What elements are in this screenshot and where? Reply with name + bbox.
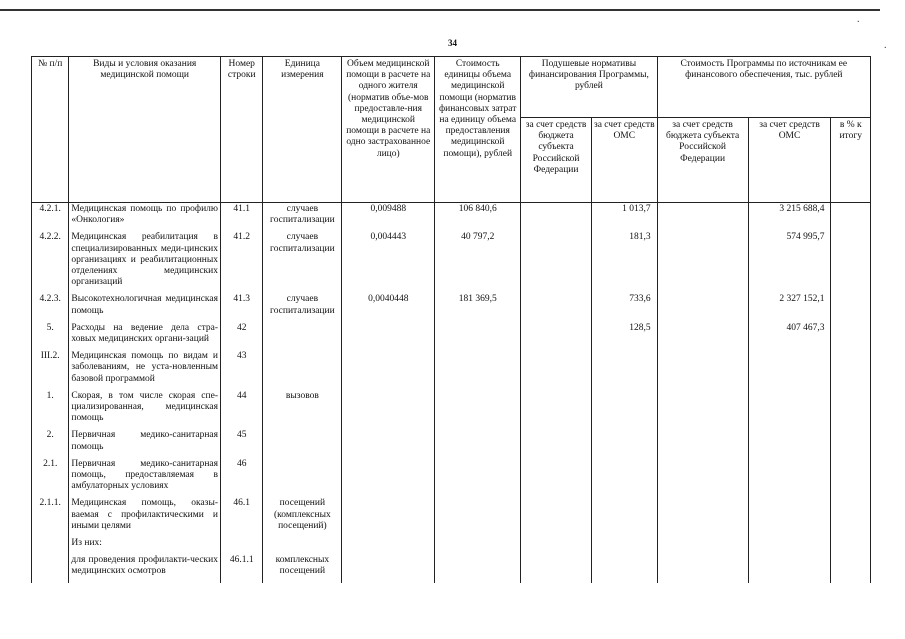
cell-cost [435,429,521,457]
cell-pc-oms [591,554,657,582]
col-header-unit: Единица измерения [263,57,342,203]
cell-pc-oms: 1 013,7 [591,203,657,232]
cell-cost: 40 797,2 [435,231,521,293]
cell-line: 45 [221,429,263,457]
cell-prog-pct [831,458,871,498]
cell-num [32,554,69,582]
cell-pc-budget [521,231,592,293]
table-header [32,57,871,203]
cell-cost [435,350,521,390]
cell-prog-oms: 574 995,7 [748,231,831,293]
cell-num: 2.1. [32,458,69,498]
table-row [32,458,871,498]
col-header-type: Виды и условия оказания медицинской помощи [69,57,221,203]
cell-num [32,537,69,554]
cell-cost [435,497,521,537]
page-number: 34 [448,38,457,48]
cell-name: Из них: [69,537,221,554]
cell-unit: посещений (комплексных посещений) [263,497,342,537]
cell-volume [342,537,435,554]
cell-cost [435,322,521,350]
cell-line: 41.1 [221,203,263,232]
cell-prog-budget [657,497,748,537]
cell-name: Первичная медико-санитарная помощь, предоставляемая в амбулаторных условиях [69,458,221,498]
cell-pc-budget [521,203,592,232]
cell-line: 46 [221,458,263,498]
cell-prog-budget [657,322,748,350]
table-row [32,350,871,390]
col-header-num: № п/п [32,57,69,203]
scan-mark: . [884,40,887,51]
cell-pc-oms [591,429,657,457]
table-row [32,322,871,350]
col-header-per-capita: Подушевые нормативы финансирования Программы, рублей [521,57,657,118]
cell-num: 4.2.3. [32,293,69,321]
cell-prog-pct [831,322,871,350]
cell-pc-budget [521,458,592,498]
table-row [32,497,871,537]
cell-prog-oms: 2 327 152,1 [748,293,831,321]
cell-line: 46.1.1 [221,554,263,582]
cell-cost: 181 369,5 [435,293,521,321]
table-body [32,203,871,583]
cell-unit: случаев госпитализации [263,231,342,293]
cell-name: Скорая, в том числе скорая спе-циализированная, медицинская помощь [69,390,221,430]
cell-line: 44 [221,390,263,430]
cell-prog-pct [831,429,871,457]
cell-pc-budget [521,497,592,537]
cell-pc-budget [521,293,592,321]
cell-unit [263,458,342,498]
cell-line: 41.2 [221,231,263,293]
cell-volume [342,322,435,350]
col-header-line: Номер строки [221,57,263,203]
col-header-volume: Объем медицинской помощи в расчете на одного жителя (норматив объе-мов предоставле-ния медицинской помощи в расчете на одно застрахованное лицо) [342,57,435,203]
cell-unit [263,350,342,390]
cell-name: Медицинская помощь по профилю «Онкология» [69,203,221,232]
table-row [32,554,871,582]
cell-prog-pct [831,231,871,293]
cell-unit [263,429,342,457]
table-row [32,293,871,321]
cell-num: 4.2.1. [32,203,69,232]
cell-prog-budget [657,203,748,232]
cell-volume [342,554,435,582]
col-header-prog-pct: в % к итогу [831,118,871,203]
cell-name: Первичная медико-санитарная помощь [69,429,221,457]
cell-prog-oms: 407 467,3 [748,322,831,350]
cell-prog-budget [657,458,748,498]
cell-pc-oms: 181,3 [591,231,657,293]
cell-prog-pct [831,293,871,321]
cell-cost: 106 840,6 [435,203,521,232]
cell-prog-oms [748,390,831,430]
cell-prog-oms [748,537,831,554]
cell-prog-budget [657,350,748,390]
cell-pc-oms [591,497,657,537]
cell-pc-oms [591,537,657,554]
cell-prog-budget [657,429,748,457]
table-row [32,231,871,293]
cell-prog-pct [831,497,871,537]
cell-prog-budget [657,390,748,430]
cell-unit [263,322,342,350]
cell-cost [435,537,521,554]
cell-prog-budget [657,293,748,321]
cell-pc-oms: 733,6 [591,293,657,321]
financing-table [31,56,871,583]
cell-prog-budget [657,231,748,293]
cell-name: Медицинская помощь по видам и заболеваниям, не уста-новленным базовой программой [69,350,221,390]
cell-prog-oms [748,554,831,582]
col-header-program-cost: Стоимость Программы по источникам ее финансового обеспечения, тыс. рублей [657,57,870,118]
cell-unit: комплексных посещений [263,554,342,582]
col-header-pc-budget: за счет средств бюджета субъекта Российской Федерации [521,118,592,203]
cell-prog-pct [831,203,871,232]
cell-num: III.2. [32,350,69,390]
cell-pc-oms: 128,5 [591,322,657,350]
cell-line: 46.1 [221,497,263,537]
cell-volume: 0,0040448 [342,293,435,321]
col-header-prog-budget: за счет средств бюджета субъекта Российской Федерации [657,118,748,203]
cell-prog-oms [748,350,831,390]
cell-pc-budget [521,322,592,350]
cell-pc-budget [521,390,592,430]
cell-volume: 0,009488 [342,203,435,232]
col-header-pc-oms: за счет средств ОМС [591,118,657,203]
col-header-prog-oms: за счет средств ОМС [748,118,831,203]
cell-num: 4.2.2. [32,231,69,293]
cell-volume [342,390,435,430]
cell-unit [263,537,342,554]
cell-num: 1. [32,390,69,430]
cell-num: 2. [32,429,69,457]
top-rule [0,9,880,11]
cell-prog-oms [748,429,831,457]
cell-pc-budget [521,350,592,390]
cell-pc-budget [521,429,592,457]
table-row [32,429,871,457]
cell-num: 2.1.1. [32,497,69,537]
cell-cost [435,458,521,498]
cell-pc-budget [521,554,592,582]
table-row [32,203,871,232]
cell-unit: случаев госпитализации [263,293,342,321]
scan-mark: . [857,14,860,25]
cell-unit: вызовов [263,390,342,430]
cell-volume: 0,004443 [342,231,435,293]
cell-prog-pct [831,390,871,430]
cell-line: 42 [221,322,263,350]
cell-pc-oms [591,390,657,430]
cell-name: Медицинская реабилитация в специализированных меди-цинских организациях и реабилитационных отделениях медицинских организаций [69,231,221,293]
cell-name: Высокотехнологичная медицинская помощь [69,293,221,321]
cell-volume [342,429,435,457]
cell-prog-budget [657,537,748,554]
cell-volume [342,497,435,537]
cell-prog-pct [831,350,871,390]
cell-prog-oms [748,458,831,498]
cell-prog-budget [657,554,748,582]
cell-line [221,537,263,554]
cell-prog-oms: 3 215 688,4 [748,203,831,232]
cell-cost [435,554,521,582]
cell-cost [435,390,521,430]
cell-prog-pct [831,537,871,554]
cell-prog-pct [831,554,871,582]
cell-volume [342,350,435,390]
cell-pc-budget [521,537,592,554]
cell-pc-oms [591,458,657,498]
cell-num: 5. [32,322,69,350]
cell-prog-oms [748,497,831,537]
table-row [32,537,871,554]
table-row [32,390,871,430]
cell-volume [342,458,435,498]
cell-unit: случаев госпитализации [263,203,342,232]
col-header-cost: Стоимость единицы объема медицинской помощи (норматив финансовых затрат на единицу объема предоставления медицинской помощи), рублей [435,57,521,203]
cell-name: Медицинская помощь, оказы-ваемая с профилактическими и иными целями [69,497,221,537]
cell-line: 43 [221,350,263,390]
cell-name: Расходы на ведение дела стра-ховых медицинских органи-заций [69,322,221,350]
cell-name: для проведения профилакти-ческих медицинских осмотров [69,554,221,582]
cell-pc-oms [591,350,657,390]
cell-line: 41.3 [221,293,263,321]
